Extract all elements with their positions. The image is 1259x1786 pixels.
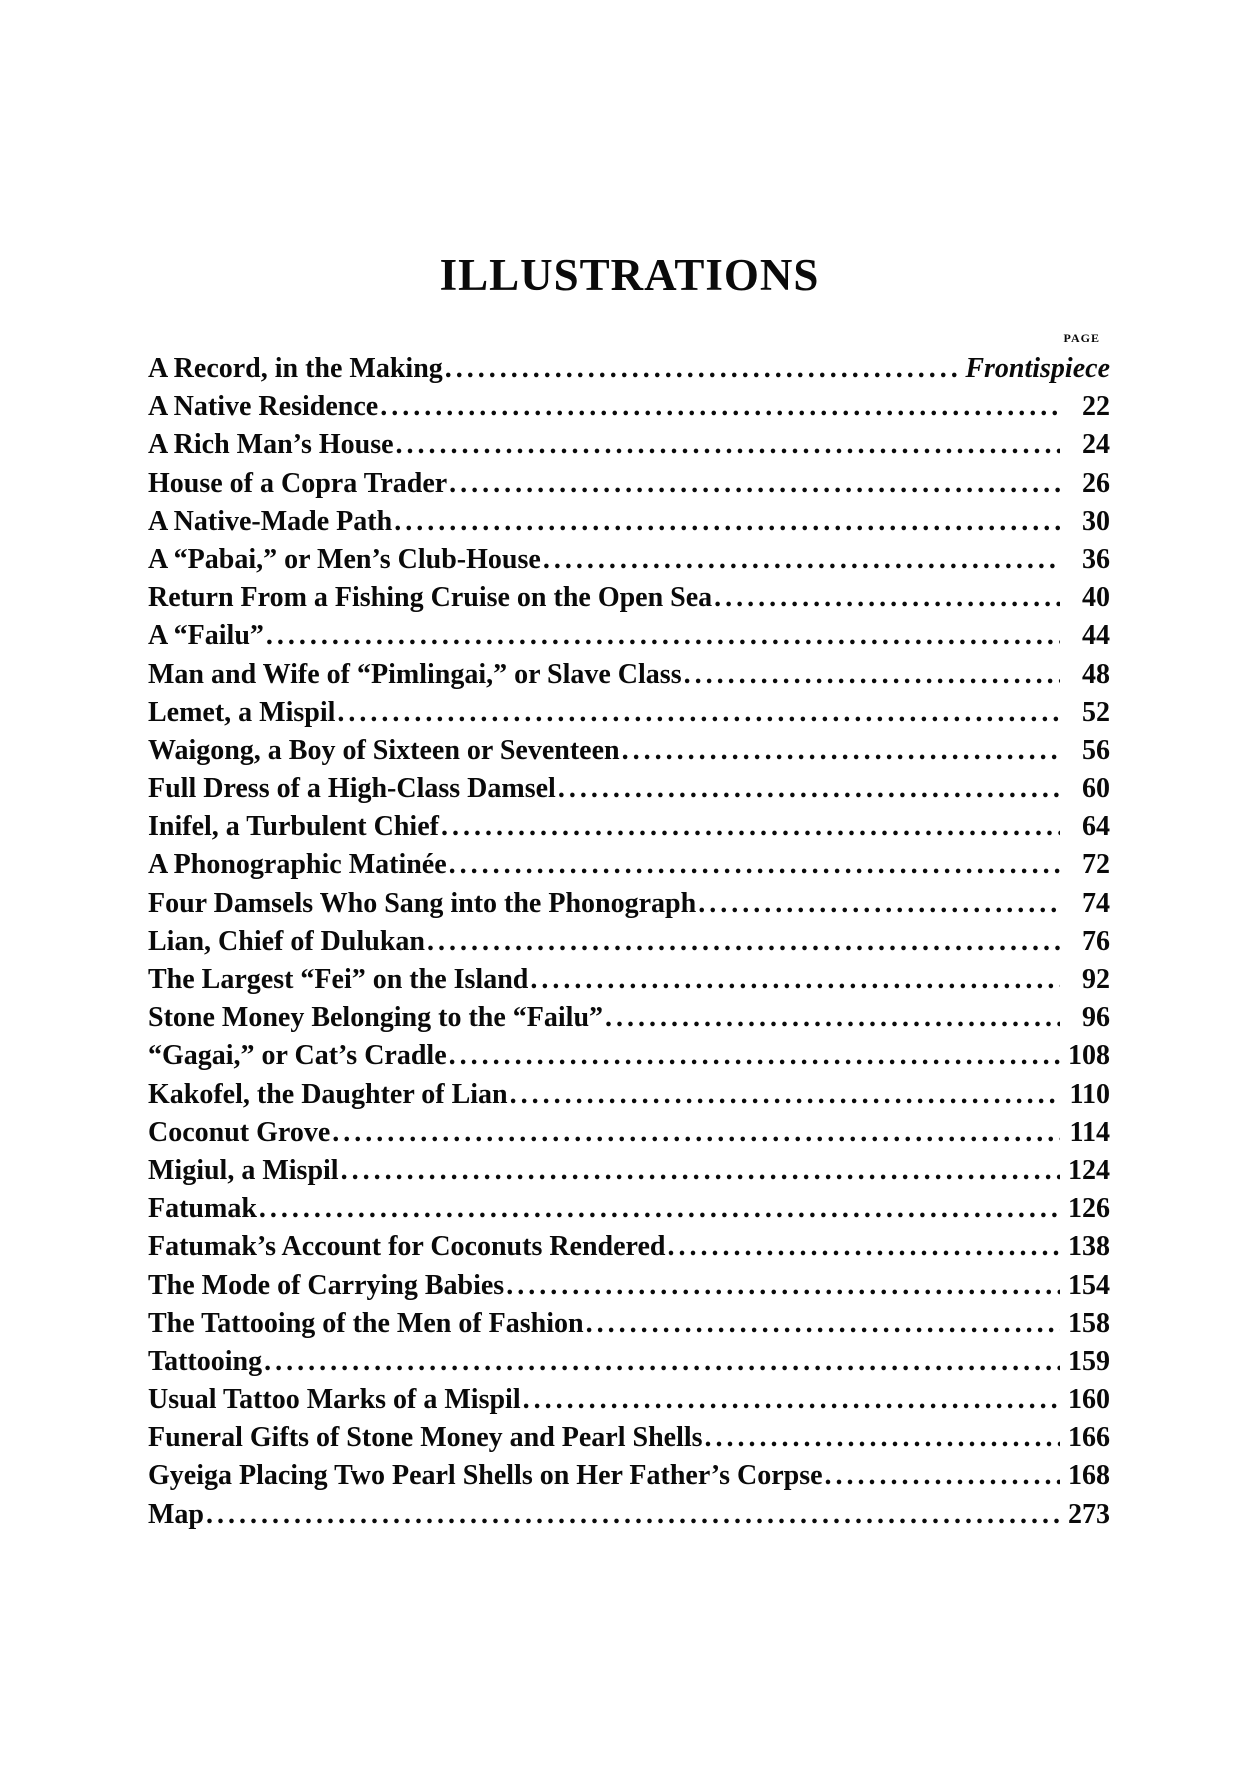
page-number: 52 [1082, 696, 1110, 728]
illustration-title: The Largest “Fei” on the Island [148, 964, 529, 995]
page-number: 273 [1068, 1498, 1110, 1530]
illustration-title: Fatumak’s Account for Coconuts Rendered [148, 1231, 666, 1263]
page-number: 72 [1082, 849, 1110, 881]
dot-leader [337, 694, 1060, 732]
list-item [148, 426, 1110, 464]
page-number: 154 [1068, 1269, 1110, 1301]
list-item [148, 885, 1110, 923]
list-item [148, 1267, 1110, 1305]
page-number: 64 [1082, 811, 1110, 843]
page-number: 22 [1082, 391, 1110, 423]
illustration-title: A Native Residence [148, 391, 379, 423]
illustration-title: Stone Money Belonging to the “Failu” [148, 1002, 604, 1034]
illustration-title: Man and Wife of “Pimlingai,” or Slave Class [148, 658, 682, 690]
dot-leader [206, 1496, 1060, 1534]
list-item [148, 388, 1110, 426]
list-item [148, 1381, 1110, 1419]
page-number: 30 [1082, 505, 1110, 537]
list-item [148, 350, 1110, 388]
page-number: 108 [1068, 1040, 1110, 1072]
page-number: 92 [1082, 964, 1110, 995]
page-number: 168 [1068, 1460, 1110, 1492]
list-item [148, 808, 1110, 846]
list-item [148, 579, 1110, 617]
dot-leader [266, 617, 1060, 655]
page-number: 160 [1068, 1384, 1110, 1416]
illustration-title: Map [148, 1498, 204, 1530]
page-title: ILLUSTRATIONS [439, 250, 820, 300]
page-number: 26 [1082, 467, 1110, 499]
dot-leader [714, 579, 1060, 617]
illustration-title: Waigong, a Boy of Sixteen or Seventeen [148, 734, 620, 766]
list-item [148, 617, 1110, 655]
list-item [148, 1114, 1110, 1152]
list-item [148, 1228, 1110, 1266]
illustration-title: Full Dress of a High-Class Damsel [148, 773, 556, 805]
illustrations-list [148, 350, 1110, 1534]
list-item [148, 1457, 1110, 1495]
illustration-title: A “Pabai,” or Men’s Club-House [148, 543, 541, 575]
page-number: 48 [1082, 658, 1110, 690]
illustration-title: A Phonographic Matinée [148, 849, 447, 881]
dot-leader [558, 770, 1060, 808]
dot-leader [341, 1152, 1060, 1190]
list-item [148, 999, 1110, 1037]
illustration-title: Usual Tattoo Marks of a Mispil [148, 1384, 521, 1416]
dot-leader [259, 1190, 1060, 1228]
dot-leader [586, 1305, 1060, 1343]
dot-leader [530, 961, 1060, 999]
page-number: 138 [1068, 1231, 1110, 1263]
page-number: 159 [1068, 1345, 1110, 1377]
list-item [148, 1152, 1110, 1190]
dot-leader [667, 1228, 1060, 1266]
dot-leader [510, 1076, 1060, 1114]
dot-leader [427, 923, 1060, 961]
dot-leader [445, 350, 960, 388]
list-item [148, 732, 1110, 770]
illustration-title: Fatumak [148, 1193, 257, 1225]
illustration-title: House of a Copra Trader [148, 467, 448, 499]
dot-leader [449, 465, 1060, 503]
page-column-header: PAGE [1063, 331, 1100, 345]
page-number: 76 [1082, 925, 1110, 957]
page-number: 126 [1068, 1193, 1110, 1225]
dot-leader [684, 656, 1060, 694]
list-item [148, 1190, 1110, 1228]
dot-leader [449, 1037, 1060, 1075]
page-number: 110 [1069, 1078, 1110, 1110]
list-item [148, 541, 1110, 579]
illustration-title: Funeral Gifts of Stone Money and Pearl Shells [148, 1422, 703, 1454]
page-number: 60 [1082, 773, 1110, 805]
list-item [148, 1305, 1110, 1343]
list-item [148, 465, 1110, 503]
illustration-title: Lian, Chief of Dulukan [148, 925, 425, 957]
illustration-title: Inifel, a Turbulent Chief [148, 811, 439, 843]
list-item [148, 770, 1110, 808]
illustration-title: Gyeiga Placing Two Pearl Shells on Her Father’s Corpse [148, 1460, 823, 1492]
page-number: Frontispiece [965, 353, 1110, 384]
dot-leader [698, 885, 1060, 923]
dot-leader [441, 808, 1060, 846]
dot-leader [264, 1343, 1060, 1381]
list-item [148, 961, 1110, 999]
dot-leader [394, 503, 1060, 541]
dot-leader [605, 999, 1060, 1037]
illustration-title: Kakofel, the Daughter of Lian [148, 1078, 508, 1110]
dot-leader [825, 1457, 1060, 1495]
illustration-title: A Record, in the Making [148, 353, 443, 384]
illustration-title: Four Damsels Who Sang into the Phonograph [148, 887, 697, 919]
illustration-title: Tattooing [148, 1345, 263, 1377]
list-item [148, 923, 1110, 961]
illustration-title: Lemet, a Mispil [148, 696, 336, 728]
dot-leader [506, 1267, 1060, 1305]
illustration-title: “Gagai,” or Cat’s Cradle [148, 1040, 447, 1072]
page-number: 96 [1082, 1002, 1110, 1034]
list-item [148, 1343, 1110, 1381]
list-item [148, 1496, 1110, 1534]
dot-leader [449, 846, 1060, 884]
dot-leader [622, 732, 1060, 770]
illustration-title: The Mode of Carrying Babies [148, 1269, 505, 1301]
illustration-title: The Tattooing of the Men of Fashion [148, 1307, 584, 1339]
page-number: 44 [1082, 620, 1110, 652]
illustration-title: Coconut Grove [148, 1116, 331, 1148]
page-number: 40 [1082, 582, 1110, 614]
page-number: 36 [1082, 543, 1110, 575]
page-number: 158 [1068, 1307, 1110, 1339]
dot-leader [396, 426, 1060, 464]
list-item [148, 694, 1110, 732]
dot-leader [380, 388, 1060, 426]
list-item [148, 1076, 1110, 1114]
page-number: 24 [1082, 429, 1110, 461]
dot-leader [332, 1114, 1060, 1152]
illustration-title: Return From a Fishing Cruise on the Open Sea [148, 582, 713, 614]
illustration-title: A “Failu” [148, 620, 264, 652]
list-item [148, 503, 1110, 541]
dot-leader [705, 1419, 1060, 1457]
dot-leader [523, 1381, 1060, 1419]
dot-leader [543, 541, 1060, 579]
illustration-title: Migiul, a Mispil [148, 1154, 339, 1186]
page-number: 124 [1068, 1154, 1110, 1186]
page-number: 74 [1082, 887, 1110, 919]
list-item [148, 656, 1110, 694]
list-item [148, 846, 1110, 884]
illustration-title: A Rich Man’s House [148, 429, 394, 461]
page-number: 114 [1069, 1116, 1110, 1148]
list-item [148, 1037, 1110, 1075]
page-number: 166 [1068, 1422, 1110, 1454]
illustration-title: A Native-Made Path [148, 505, 393, 537]
list-item [148, 1419, 1110, 1457]
page-number: 56 [1082, 734, 1110, 766]
